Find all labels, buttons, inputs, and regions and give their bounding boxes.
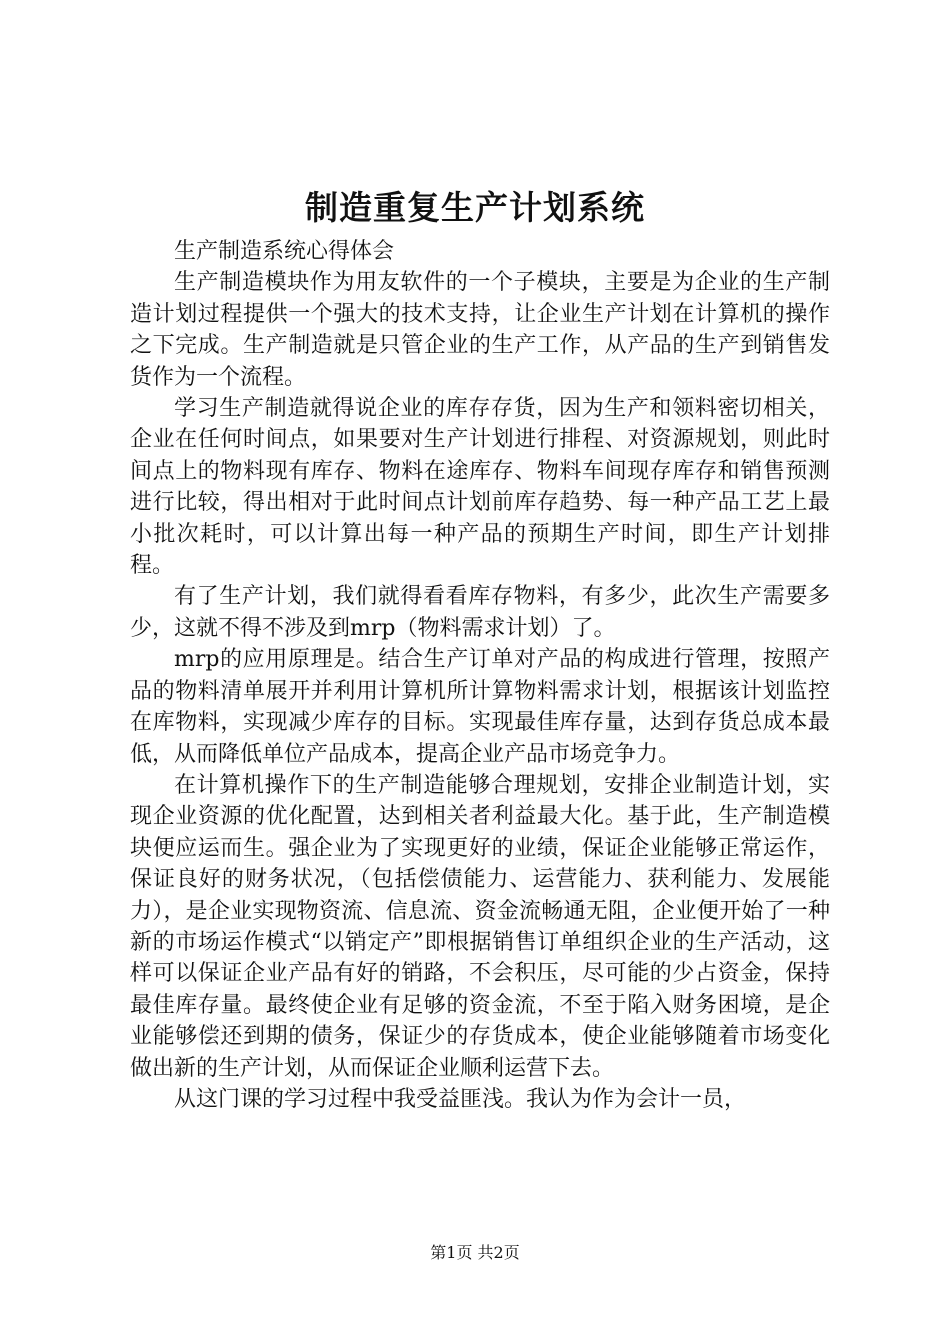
paragraph: 学习生产制造就得说企业的库存存货，因为生产和领料密切相关，企业在任何时间点，如果要对生产计划进行排程、对资源规划，则此时间点上的物料现有库存、物料在途库存、物料车间现存库存和销售预测进行比较，得出相对于此时间点计划前库存趋势、每一种产品工艺上最小批次耗时，可以计算出每一种产品的预期生产时间，即生产计划排程。	[130, 396, 830, 579]
page-number-footer: 第1页 共2页	[430, 1243, 520, 1262]
document-body	[130, 236, 830, 1115]
document-title: 制造重复生产计划系统	[305, 188, 645, 227]
paragraph: 在计算机操作下的生产制造能够合理规划，安排企业制造计划，实现企业资源的优化配置，达到相关者利益最大化。基于此，生产制造模块便应运而生。强企业为了实现更好的业绩，保证企业能够正常运作，保证良好的财务状况，（包括偿债能力、运营能力、获利能力、发展能力），是企业实现物资流、信息流、资金流畅通无阻，企业便开始了一种新的市场运作模式“以销定产”即根据销售订单组织企业的生产活动，这样可以保证企业产品有好的销路，不会积压，尽可能的少占资金，保持最佳库存量。最终使企业有足够的资金流，不至于陷入财务困境，是企业能够偿还到期的债务，保证少的存货成本，使企业能够随着市场变化做出新的生产计划，从而保证企业顺利运营下去。	[130, 772, 830, 1081]
paragraph: 生产制造模块作为用友软件的一个子模块，主要是为企业的生产制造计划过程提供一个强大的技术支持，让企业生产计划在计算机的操作之下完成。生产制造就是只管企业的生产工作，从产品的生产到销售发货作为一个流程。	[130, 270, 830, 390]
paragraph: mrp的应用原理是。结合生产订单对产品的构成进行管理，按照产品的物料清单展开并利用计算机所计算物料需求计划，根据该计划监控在库物料，实现减少库存的目标。实现最佳库存量，达到存货总成本最低，从而降低单位产品成本，提高企业产品市场竞争力。	[130, 647, 830, 767]
paragraph: 有了生产计划，我们就得看看库存物料，有多少，此次生产需要多少，这就不得不涉及到mrp（物料需求计划）了。	[130, 584, 830, 641]
paragraph-subtitle: 生产制造系统心得体会	[174, 239, 395, 264]
paragraph: 从这门课的学习过程中我受益匪浅。我认为作为会计一员，	[174, 1086, 747, 1112]
